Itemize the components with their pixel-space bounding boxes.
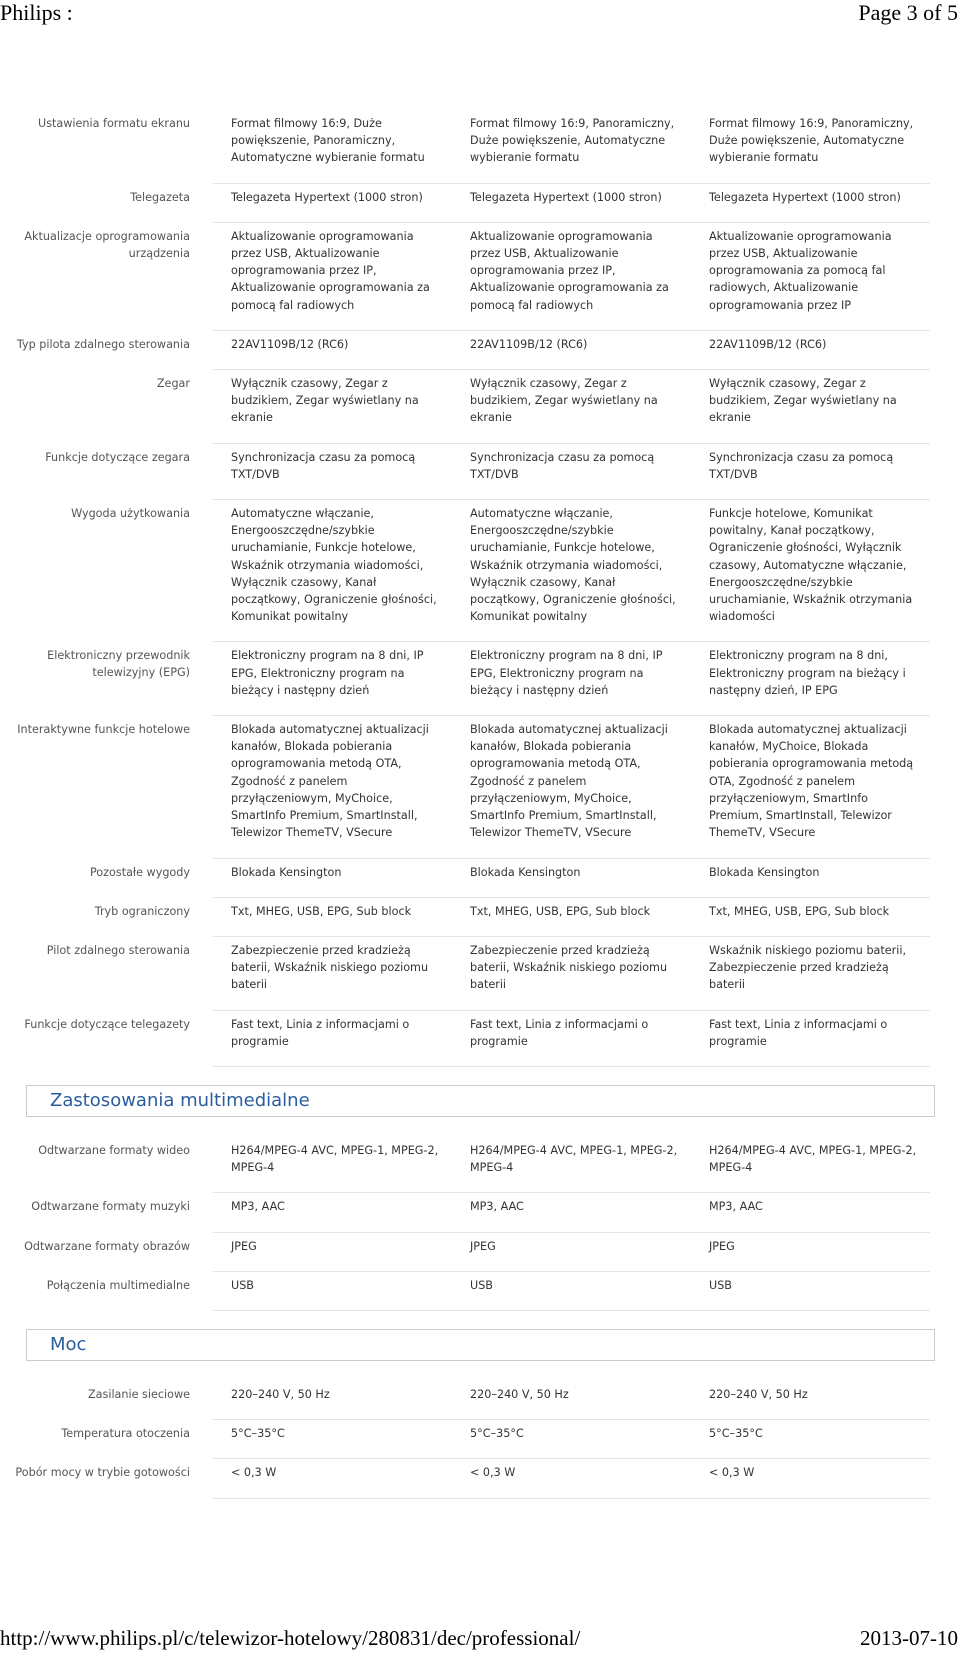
footer-url: http://www.philips.pl/c/telewizor-hotelowy/280831/dec/professional/	[0, 1626, 581, 1650]
spec-value-model-1: 220–240 V, 50 Hz	[231, 1387, 330, 1401]
spec-label: Pobór mocy w trybie gotowości	[15, 1466, 190, 1480]
spec-value-model-2: Blokada automatycznej aktualizacji kanałów, Blokada pobierania oprogramowania metodą OTA, Zgodność z panelem przyłączeniowym, MyChoice, SmartInfo Premium, SmartInstall, Telewizor ThemeTV, VSecure	[470, 723, 668, 840]
spec-row	[46, 937, 930, 1011]
spec-value-model-2: Fast text, Linia z informacjami o programie	[470, 1017, 649, 1048]
spec-value-model-1: 5°C–35°C	[231, 1427, 285, 1441]
spec-row	[16, 331, 930, 370]
spec-value-model-1: Blokada automatycznej aktualizacji kanałów, Blokada pobierania oprogramowania metodą OTA, Zgodność z panelem przyłączeniowym, MyChoice, SmartInfo Premium, SmartInstall, Telewizor ThemeTV, VSecure	[231, 723, 429, 840]
spec-value-model-3: JPEG	[709, 1239, 735, 1253]
spec-value-model-2: Elektroniczny program na 8 dni, IP EPG, Elektroniczny program na bieżący i następny dzień	[470, 649, 663, 697]
spec-value-model-2: Telegazeta Hypertext (1000 stron)	[470, 190, 662, 204]
spec-value-model-1: Fast text, Linia z informacjami o programie	[231, 1017, 410, 1048]
spec-value-model-1: Format filmowy 16:9, Duże powiększenie, Panoramiczny, Automatyczne wybieranie formatu	[231, 117, 425, 165]
spec-label: Pilot zdalnego sterowania	[46, 943, 190, 957]
spec-value-model-1: Wyłącznik czasowy, Zegar z budzikiem, Zegar wyświetlany na ekranie	[231, 377, 419, 425]
spec-value-model-1: MP3, AAC	[231, 1200, 285, 1214]
spec-value-model-2: Aktualizowanie oprogramowania przez USB, Aktualizowanie oprogramowania przez IP, Aktualizowanie oprogramowania za pomocą fal radiowych	[470, 229, 669, 312]
spec-label: Aktualizacje oprogramowania urządzenia	[24, 229, 190, 260]
spec-row	[38, 1137, 930, 1193]
spec-value-model-3: H264/MPEG-4 AVC, MPEG-1, MPEG-2, MPEG-4	[709, 1143, 917, 1175]
spec-value-model-2: < 0,3 W	[470, 1466, 516, 1480]
spec-label: Odtwarzane formaty muzyki	[31, 1200, 190, 1214]
spec-label: Elektroniczny przewodnik telewizyjny (EPG)	[47, 649, 190, 680]
spec-value-model-2: 5°C–35°C	[470, 1427, 524, 1441]
spec-label: Wygoda użytkowania	[71, 507, 190, 521]
spec-value-model-3: Fast text, Linia z informacjami o programie	[709, 1017, 888, 1048]
spec-value-model-3: Telegazeta Hypertext (1000 stron)	[709, 190, 901, 204]
spec-label: Funkcje dotyczące zegara	[45, 450, 190, 464]
spec-value-model-2: Txt, MHEG, USB, EPG, Sub block	[470, 904, 651, 918]
spec-value-model-1: Txt, MHEG, USB, EPG, Sub block	[231, 904, 412, 918]
spec-row	[87, 1381, 930, 1420]
spec-label: Odtwarzane formaty obrazów	[24, 1239, 190, 1253]
spec-value-model-2: Format filmowy 16:9, Panoramiczny, Duże powiększenie, Automatyczne wybieranie formatu	[470, 117, 675, 165]
spec-row	[130, 184, 930, 223]
spec-value-model-1: < 0,3 W	[231, 1466, 277, 1480]
spec-value-model-2: USB	[470, 1278, 493, 1292]
spec-value-model-3: USB	[709, 1278, 732, 1292]
spec-value-model-2: Automatyczne włączanie, Energooszczędne/szybkie uruchamianie, Funkcje hotelowe, Wskaźnik otrzymania wiadomości, Wyłącznik czasowy, Kanał początkowy, Ograniczenie głośności, Komunikat powitalny	[470, 507, 676, 624]
spec-value-model-2: 22AV1109B/12 (RC6)	[470, 337, 588, 351]
spec-label: Temperatura otoczenia	[61, 1427, 190, 1441]
spec-row	[71, 500, 930, 642]
spec-value-model-1: JPEG	[231, 1239, 257, 1253]
header-site-title: Philips :	[0, 0, 73, 25]
spec-group-multimedia	[0, 1137, 960, 1311]
spec-value-model-1: H264/MPEG-4 AVC, MPEG-1, MPEG-2, MPEG-4	[231, 1143, 439, 1175]
spec-label: Połączenia multimedialne	[46, 1278, 190, 1292]
spec-value-model-1: Blokada Kensington	[231, 865, 342, 879]
spec-value-model-1: 22AV1109B/12 (RC6)	[231, 337, 349, 351]
spec-value-model-3: Elektroniczny program na 8 dni, Elektroniczny program na bieżący i następny dzień, IP EPG	[709, 649, 906, 697]
spec-value-model-3: Format filmowy 16:9, Panoramiczny, Duże powiększenie, Automatyczne wybieranie formatu	[709, 117, 914, 165]
section-heading-power: Moc	[26, 1329, 935, 1361]
spec-row	[31, 1193, 930, 1232]
spec-value-model-1: Synchronizacja czasu za pomocą TXT/DVB	[231, 450, 416, 481]
spec-group-power	[0, 1381, 960, 1499]
spec-value-model-3: 22AV1109B/12 (RC6)	[709, 337, 827, 351]
spec-value-model-3: MP3, AAC	[709, 1200, 763, 1214]
spec-value-model-2: H264/MPEG-4 AVC, MPEG-1, MPEG-2, MPEG-4	[470, 1143, 678, 1175]
header-page-number: Page 3 of 5	[858, 0, 958, 25]
spec-value-model-3: 5°C–35°C	[709, 1427, 763, 1441]
spec-value-model-1: Aktualizowanie oprogramowania przez USB, Aktualizowanie oprogramowania przez IP, Aktualizowanie oprogramowania za pomocą fal radiowych	[231, 229, 430, 312]
spec-label: Tryb ograniczony	[94, 904, 190, 918]
footer-date: 2013-07-10	[860, 1626, 958, 1650]
spec-value-model-1: USB	[231, 1278, 254, 1292]
spec-label: Ustawienia formatu ekranu	[38, 117, 190, 130]
spec-row	[15, 1459, 930, 1498]
spec-label: Telegazeta	[130, 190, 190, 204]
spec-row	[38, 110, 930, 184]
spec-row	[89, 859, 930, 898]
spec-value-model-3: Wskaźnik niskiego poziomu baterii, Zabezpieczenie przed kradzieżą baterii	[709, 943, 907, 992]
spec-value-model-3: Wyłącznik czasowy, Zegar z budzikiem, Zegar wyświetlany na ekranie	[709, 377, 897, 425]
spec-value-model-3: Blokada Kensington	[709, 865, 820, 879]
spec-value-model-1: Elektroniczny program na 8 dni, IP EPG, Elektroniczny program na bieżący i następny dzień	[231, 649, 424, 697]
spec-value-model-3: Synchronizacja czasu za pomocą TXT/DVB	[709, 450, 894, 481]
page-footer	[0, 1626, 960, 1654]
spec-value-model-2: 220–240 V, 50 Hz	[470, 1387, 569, 1401]
spec-row	[47, 642, 930, 716]
spec-value-model-3: Blokada automatycznej aktualizacji kanałów, MyChoice, Blokada pobierania oprogramowania metodą OTA, Zgodność z panelem przyłączeniowym, SmartInfo Premium, SmartInstall, Telewizor ThemeTV, VSecure	[709, 723, 914, 840]
spec-row	[24, 223, 930, 331]
spec-value-model-1: Automatyczne włączanie, Energooszczędne/szybkie uruchamianie, Funkcje hotelowe, Wskaźnik otrzymania wiadomości, Wyłącznik czasowy, Kanał początkowy, Ograniczenie głośności, Komunikat powitalny	[231, 507, 437, 624]
spec-value-model-1: Zabezpieczenie przed kradzieżą baterii, Wskaźnik niskiego poziomu baterii	[231, 943, 429, 992]
spec-label: Interaktywne funkcje hotelowe	[17, 723, 190, 737]
spec-label: Typ pilota zdalnego sterowania	[16, 337, 190, 351]
spec-label: Pozostałe wygody	[89, 865, 190, 879]
spec-label: Odtwarzane formaty wideo	[38, 1143, 190, 1157]
spec-value-model-3: Funkcje hotelowe, Komunikat powitalny, Kanał początkowy, Ograniczenie głośności, Wyłącznik czasowy, Automatyczne włączanie, Energooszczędne/szybkie uruchamianie, Wskaźnik otrzymania wiadomości	[709, 507, 913, 624]
spec-label: Funkcje dotyczące telegazety	[24, 1017, 190, 1031]
spec-row	[61, 1420, 930, 1459]
spec-label: Zegar	[156, 377, 190, 391]
spec-row	[24, 1233, 930, 1272]
spec-value-model-2: JPEG	[470, 1239, 496, 1253]
spec-row	[45, 444, 930, 500]
spec-value-model-2: Zabezpieczenie przed kradzieżą baterii, Wskaźnik niskiego poziomu baterii	[470, 943, 668, 992]
spec-label: Zasilanie sieciowe	[87, 1387, 190, 1401]
spec-value-model-1: Telegazeta Hypertext (1000 stron)	[231, 190, 423, 204]
spec-value-model-3: Txt, MHEG, USB, EPG, Sub block	[709, 904, 890, 918]
spec-value-model-2: MP3, AAC	[470, 1200, 524, 1214]
spec-row	[46, 1272, 930, 1311]
spec-value-model-3: 220–240 V, 50 Hz	[709, 1387, 808, 1401]
section-heading-multimedia: Zastosowania multimedialne	[26, 1085, 935, 1117]
spec-value-model-2: Synchronizacja czasu za pomocą TXT/DVB	[470, 450, 655, 481]
spec-value-model-3: < 0,3 W	[709, 1466, 755, 1480]
spec-row	[94, 898, 930, 937]
spec-value-model-2: Blokada Kensington	[470, 865, 581, 879]
spec-row	[156, 370, 930, 444]
spec-value-model-3: Aktualizowanie oprogramowania przez USB, Aktualizowanie oprogramowania za pomocą fal radiowych, Aktualizowanie oprogramowania przez IP	[709, 229, 892, 312]
spec-row	[24, 1011, 930, 1067]
spec-value-model-2: Wyłącznik czasowy, Zegar z budzikiem, Zegar wyświetlany na ekranie	[470, 377, 658, 425]
page-header	[0, 0, 960, 30]
spec-group-features	[0, 110, 960, 1067]
spec-content	[0, 110, 960, 1499]
spec-row	[17, 716, 930, 858]
